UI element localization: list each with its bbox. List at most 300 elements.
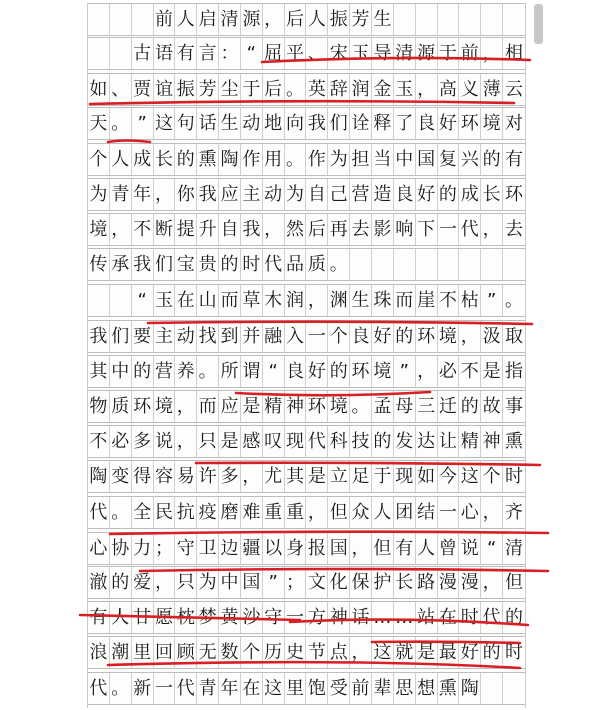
grid-cell: 芳 <box>350 4 372 35</box>
grid-cell: 辈 <box>372 673 394 704</box>
grid-cell: 疫 <box>197 497 219 528</box>
grid-cell: 多 <box>132 426 154 457</box>
grid-cell: 良 <box>285 356 307 387</box>
grid-cell: 然 <box>285 214 307 245</box>
grid-cell: 容 <box>154 461 176 492</box>
grid-cell: 有 <box>394 533 416 564</box>
grid-cell: 是 <box>481 356 503 387</box>
grid-cell: 就 <box>394 637 416 668</box>
grid-cell: 宝 <box>175 249 197 280</box>
grid-cell: 语 <box>154 38 176 69</box>
grid-cell: 的 <box>481 637 503 668</box>
grid-cell: 释 <box>372 108 394 139</box>
grid-cell: ” <box>481 285 503 316</box>
grid-cell: 让 <box>438 426 460 457</box>
grid-cell: 谊 <box>154 74 176 105</box>
grid-cell: 。 <box>504 289 523 311</box>
grid-cell: 们 <box>110 321 132 352</box>
grid-cell: 玉 <box>350 38 372 69</box>
grid-cell: 尘 <box>219 74 241 105</box>
grid-cell: 人 <box>306 4 328 35</box>
grid-cell: 清 <box>394 38 416 69</box>
grid-cell: 点 <box>328 637 350 668</box>
grid-cell: 前 <box>154 4 176 35</box>
grid-cell: 立 <box>328 461 350 492</box>
grid-cell: 人 <box>110 144 132 175</box>
grid-cell: 崖 <box>416 285 438 316</box>
grid-cell: 保 <box>350 567 372 598</box>
grid-cell: 复 <box>438 144 460 175</box>
essay-line <box>88 107 525 140</box>
grid-cell: 时 <box>459 602 481 633</box>
grid-cell <box>394 4 416 35</box>
grid-cell: 熏 <box>438 673 460 704</box>
grid-cell: ” <box>263 567 285 598</box>
grid-cell: 国 <box>416 144 438 175</box>
grid-cell: ； <box>285 567 307 598</box>
grid-cell: 自 <box>306 179 328 210</box>
grid-cell: 母 <box>394 391 416 422</box>
grid-cell: 一 <box>438 214 460 245</box>
grid-cell <box>88 38 110 69</box>
grid-cell: ， <box>306 497 328 528</box>
grid-cell: 英 <box>306 74 328 105</box>
grid-cell: 里 <box>285 673 307 704</box>
grid-cell: 这 <box>372 637 394 668</box>
essay-line <box>88 248 525 281</box>
grid-cell <box>110 4 132 35</box>
grid-cell: 草 <box>241 285 263 316</box>
grid-cell: 重 <box>263 497 285 528</box>
grid-cell: 为 <box>197 567 219 598</box>
grid-cell: 好 <box>416 179 438 210</box>
essay-line <box>88 496 525 529</box>
grid-cell: ， <box>481 38 503 69</box>
grid-cell: 当 <box>372 144 394 175</box>
grid-cell: 长 <box>154 144 176 175</box>
grid-cell: 民 <box>154 497 176 528</box>
grid-cell: 地 <box>263 108 285 139</box>
grid-cell: ， <box>241 461 263 492</box>
grid-cell: 重 <box>285 497 307 528</box>
grid-cell: 人 <box>372 497 394 528</box>
grid-cell: 融 <box>263 321 285 352</box>
grid-cell <box>110 285 132 316</box>
grid-cell: 的 <box>219 249 241 280</box>
grid-cell: 担 <box>350 144 372 175</box>
grid-cell: 陶 <box>459 673 481 704</box>
grid-cell: 生 <box>219 108 241 139</box>
grid-cell: 中 <box>394 144 416 175</box>
grid-cell: 尤 <box>263 461 285 492</box>
grid-cell: 到 <box>219 321 241 352</box>
grid-cell: 如 <box>416 461 438 492</box>
grid-cell: 自 <box>219 214 241 245</box>
grid-cell: 振 <box>175 74 197 105</box>
grid-cell: 珠 <box>372 285 394 316</box>
grid-cell: 站 <box>416 602 438 633</box>
grid-cell: 说 <box>154 426 176 457</box>
grid-cell: 向 <box>285 108 307 139</box>
grid-cell: 时 <box>241 249 263 280</box>
grid-cell: 孟 <box>372 391 394 422</box>
essay-line <box>88 213 525 246</box>
grid-cell: 里 <box>132 637 154 668</box>
grid-cell: … <box>372 602 394 633</box>
grid-cell: 枕 <box>175 602 197 633</box>
grid-cell: 国 <box>328 533 350 564</box>
grid-cell: 前 <box>459 38 481 69</box>
essay-line <box>88 320 525 353</box>
grid-cell: 环 <box>459 108 481 139</box>
grid-cell: 主 <box>154 321 176 352</box>
grid-cell: 一 <box>285 602 307 633</box>
grid-cell: ， <box>154 179 176 210</box>
grid-cell: 清 <box>504 537 523 559</box>
grid-cell: 云 <box>504 78 523 100</box>
grid-cell: 好 <box>438 108 460 139</box>
grid-cell: 承 <box>110 249 132 280</box>
grid-cell: 宋 <box>328 38 350 69</box>
grid-cell: 高 <box>438 74 460 105</box>
grid-cell: 。 <box>110 497 132 528</box>
essay-line <box>88 390 525 423</box>
grid-cell: 动 <box>241 108 263 139</box>
grid-cell: 环 <box>306 391 328 422</box>
grid-cell: 一 <box>438 497 460 528</box>
grid-cell: 造 <box>372 179 394 210</box>
grid-cell <box>88 4 110 35</box>
grid-cell: 后 <box>285 4 307 35</box>
grid-cell <box>481 673 503 704</box>
grid-cell: ， <box>481 214 503 245</box>
grid-cell: 金 <box>372 74 394 105</box>
grid-cell: 潮 <box>110 637 132 668</box>
grid-cell: 屈 <box>263 38 285 69</box>
grid-cell: 但 <box>504 571 523 593</box>
grid-cell: ， <box>263 214 285 245</box>
grid-cell: 如 <box>88 74 110 105</box>
essay-line <box>88 143 525 176</box>
grid-cell: 话 <box>350 602 372 633</box>
grid-cell: 应 <box>219 391 241 422</box>
grid-cell: 营 <box>350 179 372 210</box>
grid-cell: 并 <box>241 321 263 352</box>
grid-cell: 渊 <box>328 285 350 316</box>
grid-cell: 化 <box>328 567 350 598</box>
grid-cell: 养 <box>175 356 197 387</box>
grid-cell: 在 <box>175 285 197 316</box>
grid-cell: 的 <box>328 356 350 387</box>
grid-cell: 报 <box>306 533 328 564</box>
grid-cell: 环 <box>132 391 154 422</box>
grid-cell: ， <box>416 74 438 105</box>
essay-line <box>88 355 525 388</box>
grid-cell: 贵 <box>197 249 219 280</box>
grid-cell: “ <box>241 38 263 69</box>
grid-cell: 去 <box>350 214 372 245</box>
grid-cell: 所 <box>219 356 241 387</box>
grid-cell: 个 <box>241 637 263 668</box>
grid-cell: 好 <box>372 321 394 352</box>
grid-cell: 这 <box>263 673 285 704</box>
grid-cell: 顾 <box>175 637 197 668</box>
grid-cell: 我 <box>132 249 154 280</box>
grid-cell: ， <box>481 567 503 598</box>
grid-cell: ， <box>459 321 481 352</box>
grid-cell: 主 <box>241 179 263 210</box>
grid-cell <box>350 249 372 280</box>
grid-cell: 言 <box>197 38 219 69</box>
grid-cell: 团 <box>394 497 416 528</box>
grid-cell: 国 <box>241 567 263 598</box>
grid-cell: 物 <box>88 391 110 422</box>
grid-cell <box>394 249 416 280</box>
grid-cell: 只 <box>175 567 197 598</box>
grid-cell: 愿 <box>154 602 176 633</box>
grid-cell <box>503 673 525 704</box>
grid-cell: 漫 <box>438 567 460 598</box>
grid-cell: ， <box>154 567 176 598</box>
grid-cell: 长 <box>394 567 416 598</box>
grid-cell: 润 <box>285 285 307 316</box>
grid-cell: 入 <box>285 321 307 352</box>
grid-cell: 好 <box>306 356 328 387</box>
grid-cell: 爱 <box>132 567 154 598</box>
grid-cell <box>372 249 394 280</box>
essay-line <box>88 672 525 705</box>
grid-cell: 的 <box>110 567 132 598</box>
grid-cell: 青 <box>197 673 219 704</box>
grid-cell: 只 <box>197 426 219 457</box>
essay-line <box>88 601 525 634</box>
grid-cell: 环 <box>350 356 372 387</box>
grid-cell: 境 <box>481 108 503 139</box>
grid-cell <box>438 249 460 280</box>
grid-cell: 身 <box>285 533 307 564</box>
grid-cell: ， <box>263 4 285 35</box>
grid-cell: “ <box>481 533 503 564</box>
grid-cell: 代 <box>263 249 285 280</box>
grid-cell: ； <box>154 533 176 564</box>
grid-cell: 故 <box>481 391 503 422</box>
grid-cell: 传 <box>88 249 110 280</box>
grid-cell: 一 <box>306 321 328 352</box>
grid-cell: 平 <box>285 38 307 69</box>
grid-cell: 于 <box>241 74 263 105</box>
grid-cell: 清 <box>219 4 241 35</box>
grid-cell: 句 <box>175 108 197 139</box>
grid-cell: 而 <box>197 391 219 422</box>
grid-cell: 感 <box>241 426 263 457</box>
grid-cell: 良 <box>416 108 438 139</box>
grid-cell: 中 <box>219 567 241 598</box>
grid-cell: 们 <box>328 108 350 139</box>
grid-cell: 成 <box>132 144 154 175</box>
grid-cell: 其 <box>88 356 110 387</box>
grid-cell: 境 <box>328 391 350 422</box>
grid-cell: 得 <box>132 461 154 492</box>
grid-cell: 科 <box>328 426 350 457</box>
grid-cell: 在 <box>438 602 460 633</box>
grid-cell: 人 <box>110 602 132 633</box>
grid-cell: 源 <box>416 38 438 69</box>
grid-cell: 的 <box>372 426 394 457</box>
grid-cell: 以 <box>263 533 285 564</box>
grid-cell: 必 <box>110 426 132 457</box>
grid-cell: 前 <box>350 673 372 704</box>
grid-cell: 代 <box>175 673 197 704</box>
grid-cell: 梦 <box>197 602 219 633</box>
grid-cell: 质 <box>306 249 328 280</box>
grid-cell <box>459 249 481 280</box>
grid-cell: 代 <box>306 426 328 457</box>
grid-cell <box>416 249 438 280</box>
grid-cell: 难 <box>241 497 263 528</box>
grid-cell: 响 <box>394 214 416 245</box>
grid-cell <box>481 249 503 280</box>
grid-cell: 长 <box>481 179 503 210</box>
grid-cell: 想 <box>416 673 438 704</box>
grid-cell: 数 <box>219 637 241 668</box>
grid-cell <box>110 38 132 69</box>
grid-cell: 了 <box>394 108 416 139</box>
grid-cell: 方 <box>306 602 328 633</box>
grid-cell: 品 <box>285 249 307 280</box>
grid-cell: 代 <box>88 673 110 704</box>
grid-cell: 于 <box>438 38 460 69</box>
grid-cell: 为 <box>88 179 110 210</box>
grid-cell: 动 <box>263 179 285 210</box>
grid-cell: 而 <box>219 285 241 316</box>
grid-cell: 在 <box>241 673 263 704</box>
grid-cell: 神 <box>481 426 503 457</box>
grid-cell: 疆 <box>241 533 263 564</box>
grid-cell: 源 <box>241 4 263 35</box>
grid-cell: 我 <box>306 108 328 139</box>
grid-cell: 曾 <box>438 533 460 564</box>
grid-cell: 护 <box>372 567 394 598</box>
grid-cell: 相 <box>504 42 523 64</box>
grid-cell: 营 <box>154 356 176 387</box>
grid-cell: 达 <box>416 426 438 457</box>
grid-cell: 黄 <box>219 602 241 633</box>
grid-cell: 芳 <box>197 74 219 105</box>
grid-cell: 不 <box>132 214 154 245</box>
grid-cell: 找 <box>197 321 219 352</box>
grid-cell: 用 <box>263 144 285 175</box>
grid-cell: 汲 <box>481 321 503 352</box>
grid-cell: 。 <box>197 356 219 387</box>
grid-cell: 思 <box>394 673 416 704</box>
grid-cell: 对 <box>504 112 523 134</box>
grid-cell: 节 <box>306 637 328 668</box>
essay-sheet <box>87 3 526 708</box>
grid-cell: 古 <box>132 38 154 69</box>
grid-cell: 润 <box>350 74 372 105</box>
grid-cell: 个 <box>481 461 503 492</box>
scrollbar[interactable] <box>534 4 543 44</box>
grid-cell: ， <box>350 533 372 564</box>
grid-cell: 的 <box>175 144 197 175</box>
grid-cell: 个 <box>88 144 110 175</box>
grid-cell: 不 <box>459 356 481 387</box>
grid-cell: 。 <box>110 673 132 704</box>
grid-cell: 守 <box>263 602 285 633</box>
grid-cell: 必 <box>438 356 460 387</box>
grid-cell: 贾 <box>132 74 154 105</box>
grid-cell: 边 <box>219 533 241 564</box>
grid-cell: 良 <box>350 321 372 352</box>
grid-cell: 。 <box>110 108 132 139</box>
grid-cell: 的 <box>504 606 523 628</box>
essay-line <box>88 460 525 493</box>
grid-cell: 熏 <box>197 144 219 175</box>
grid-cell: 是 <box>219 426 241 457</box>
grid-cell: ， <box>175 391 197 422</box>
grid-cell: 众 <box>350 497 372 528</box>
grid-cell: 这 <box>154 108 176 139</box>
grid-cell: 受 <box>328 673 350 704</box>
grid-cell: 沙 <box>241 602 263 633</box>
grid-cell: 神 <box>328 602 350 633</box>
grid-cell: 心 <box>88 533 110 564</box>
grid-cell: 环 <box>504 183 523 205</box>
grid-cell: 新 <box>132 673 154 704</box>
grid-cell: ， <box>306 285 328 316</box>
grid-cell: 应 <box>219 179 241 210</box>
grid-cell: 动 <box>175 321 197 352</box>
grid-cell: 。 <box>350 391 372 422</box>
grid-cell: 陶 <box>88 461 110 492</box>
grid-cell: 澈 <box>88 567 110 598</box>
grid-cell: 漫 <box>459 567 481 598</box>
grid-cell: 启 <box>197 4 219 35</box>
grid-cell: ” <box>394 356 416 387</box>
grid-cell: 己 <box>328 179 350 210</box>
grid-cell: 取 <box>504 325 523 347</box>
grid-cell: 饱 <box>306 673 328 704</box>
grid-cell: 要 <box>132 321 154 352</box>
grid-cell: 、 <box>110 74 132 105</box>
grid-cell: 我 <box>88 321 110 352</box>
grid-cell: 影 <box>372 214 394 245</box>
grid-cell: 精 <box>263 391 285 422</box>
grid-cell: 薄 <box>481 74 503 105</box>
grid-cell: 于 <box>372 461 394 492</box>
grid-cell: 时 <box>504 641 523 663</box>
grid-cell: 有 <box>175 38 197 69</box>
grid-cell: 兴 <box>459 144 481 175</box>
grid-cell: 但 <box>372 533 394 564</box>
grid-cell: 守 <box>175 533 197 564</box>
grid-cell <box>503 249 525 280</box>
grid-cell: 人 <box>175 4 197 35</box>
grid-cell: 事 <box>504 395 523 417</box>
grid-cell: 人 <box>416 533 438 564</box>
grid-cell: 是 <box>416 637 438 668</box>
grid-cell <box>88 285 110 316</box>
grid-cell: 路 <box>416 567 438 598</box>
grid-cell: 有 <box>504 148 523 170</box>
grid-cell <box>416 4 438 35</box>
grid-cell: 话 <box>197 108 219 139</box>
grid-cell: 辞 <box>328 74 350 105</box>
grid-cell: ， <box>481 497 503 528</box>
grid-cell <box>481 4 503 35</box>
grid-cell: 熏 <box>504 430 523 452</box>
grid-cell: 的 <box>438 179 460 210</box>
